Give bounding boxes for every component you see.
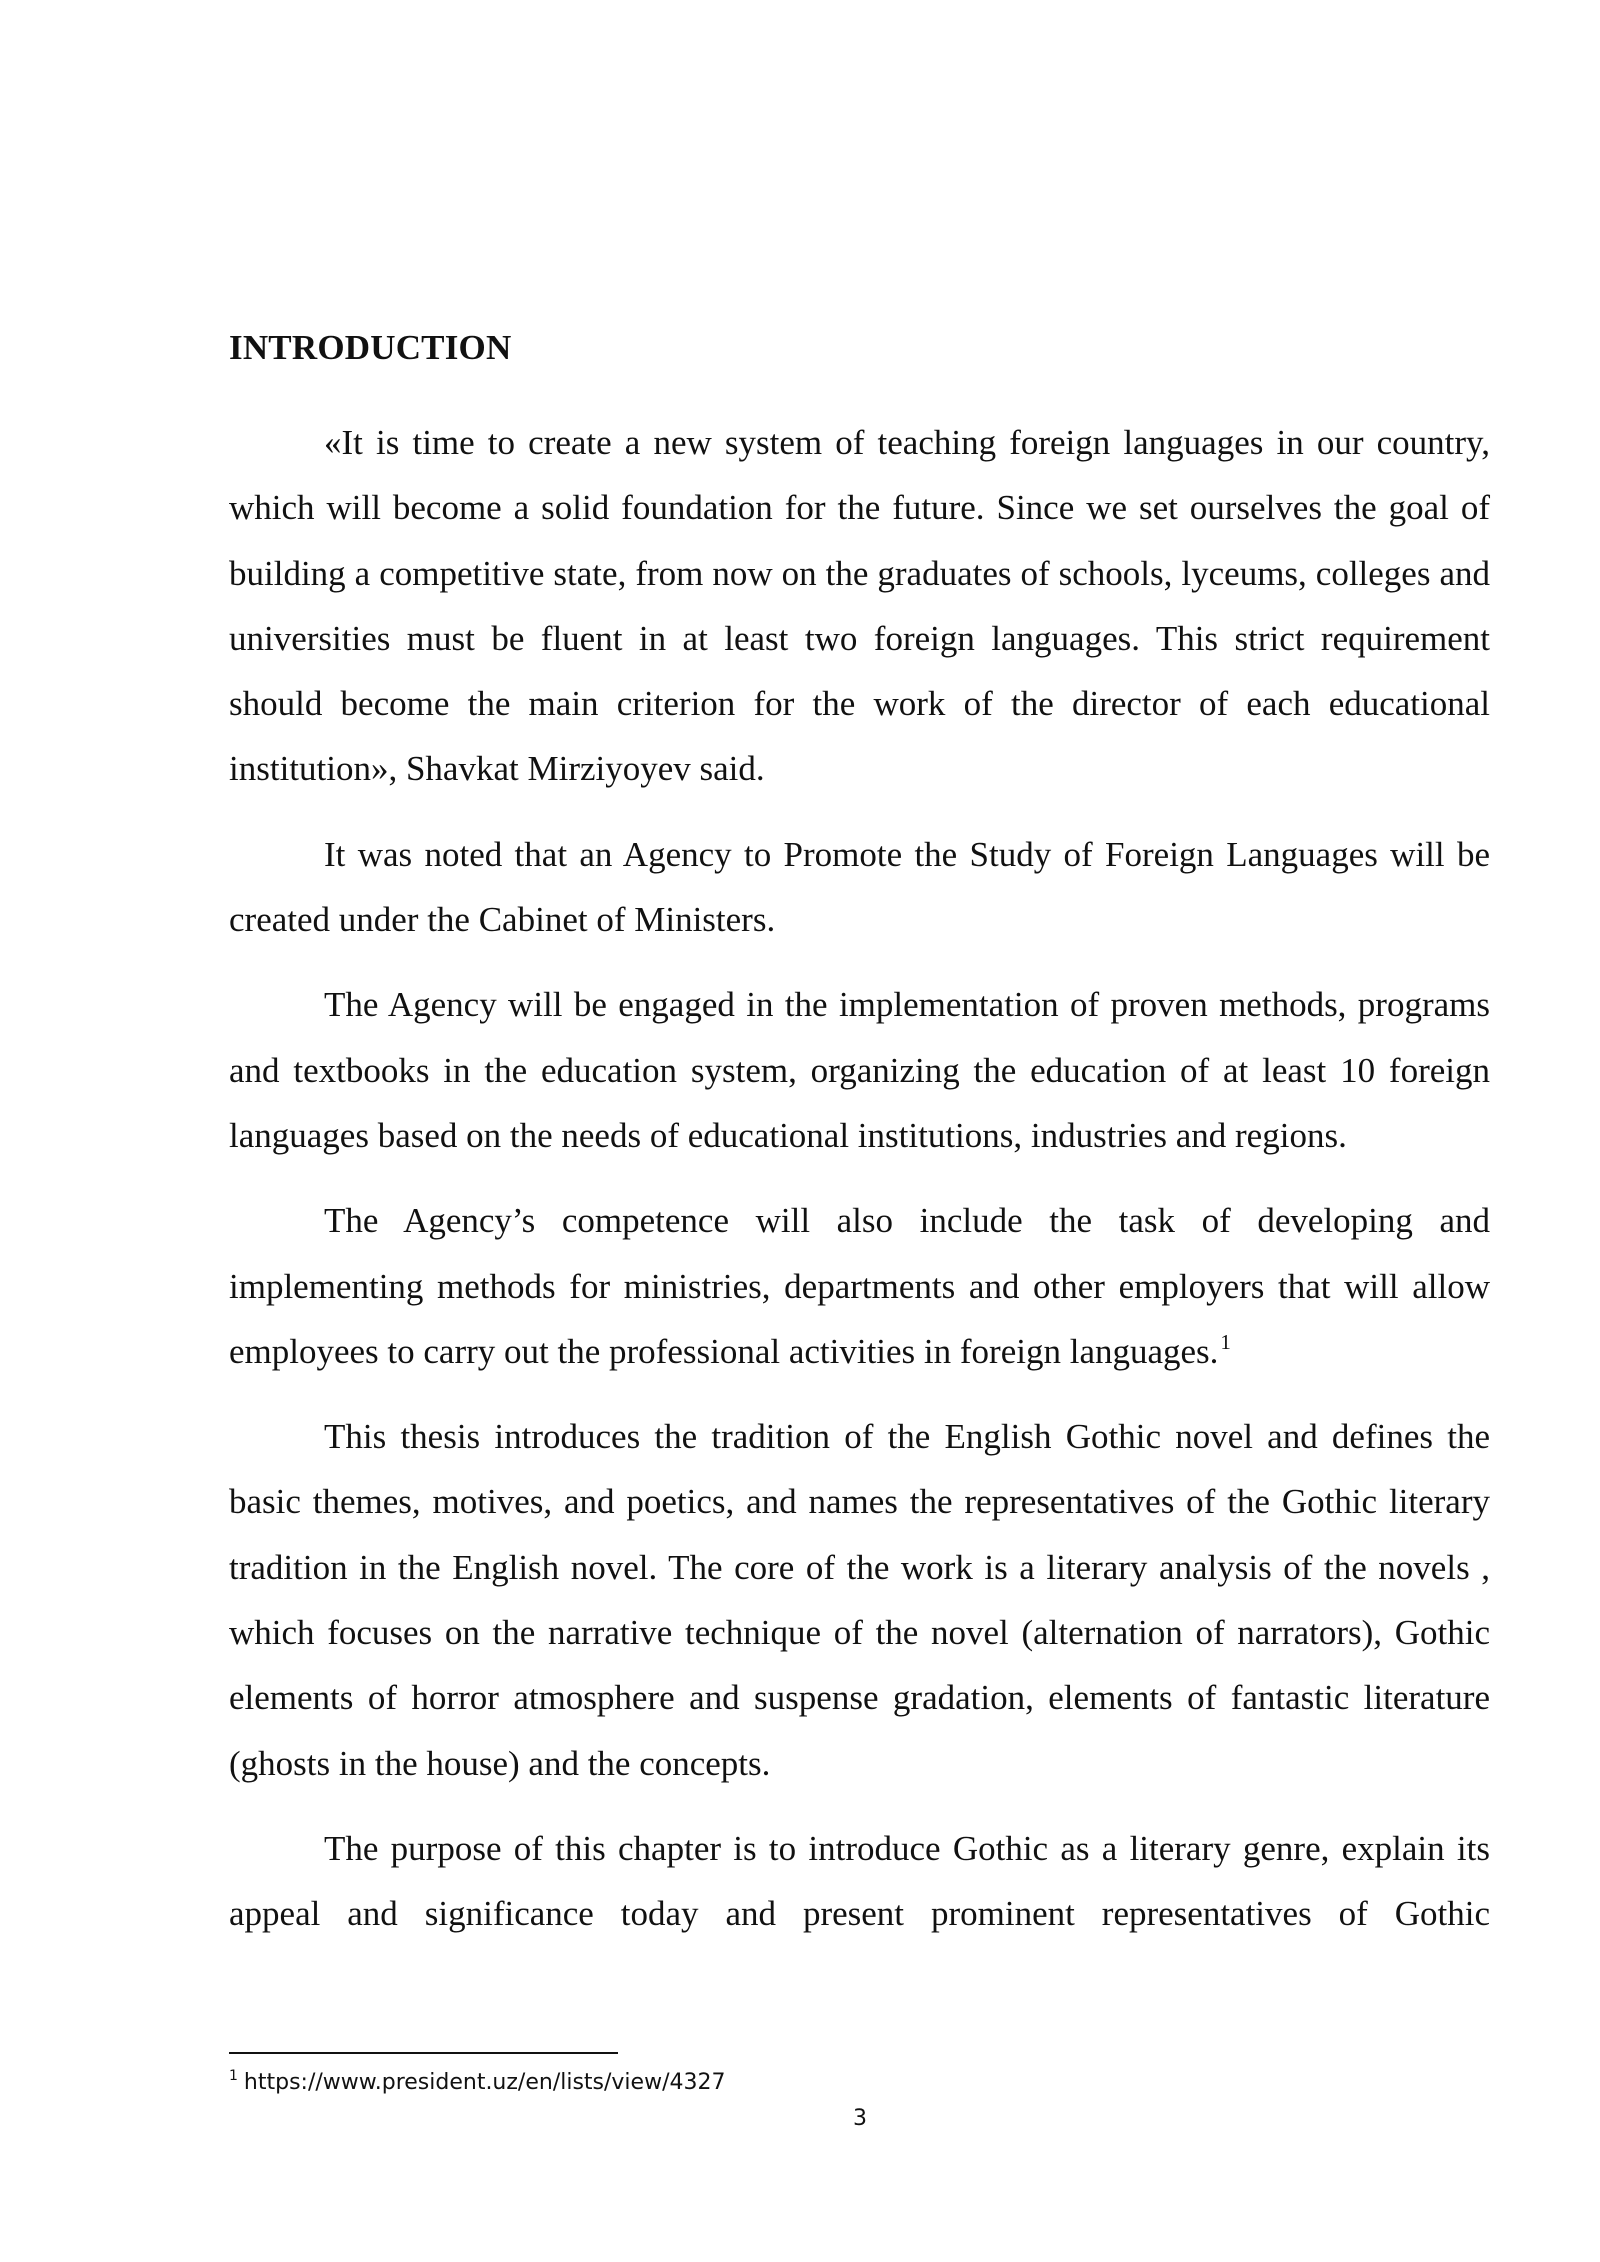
paragraph-agency-competence: [229, 1188, 1490, 1384]
paragraph-thesis-intro: This thesis introduces the tradition of the English Gothic novel and defines the basic themes, motives, and poetics, and names the representatives of the Gothic literary tradition in the English novel. The core of the work is a literary analysis of the novels , which focuses on the narrative technique of the novel (alternation of narrators), Gothic elements of horror atmosphere and suspense gradation, elements of fantastic literature (ghosts in the house) and the concepts.: [229, 1417, 1490, 1783]
paragraph-agency-creation: It was noted that an Agency to Promote the Study of Foreign Languages will be created under the Cabinet of Ministers.: [229, 834, 1490, 940]
paragraph-agency-methods: The Agency will be engaged in the implementation of proven methods, programs and textbooks in the education system, organizing the education of at least 10 foreign languages based on the needs of educational institutions, industries and regions.: [229, 985, 1490, 1155]
paragraph-chapter-purpose: The purpose of this chapter is to introduce Gothic as a literary genre, explain its appeal and significance today and present prominent representatives of Gothic: [229, 1828, 1490, 1934]
footnote-reference[interactable]: 1: [1220, 1329, 1231, 1354]
paragraph-quote: «It is time to create a new system of teaching foreign languages in our country, which will become a solid foundation for the future. Since we set ourselves the goal of building a competitive state, from now on the graduates of schools, lyceums, colleges and universities must be fluent in at least two foreign languages. This strict requirement should become the main criterion for the work of the director of each educational institution», Shavkat Mirziyoyev said.: [229, 423, 1490, 789]
footnote-separator: [229, 2052, 618, 2054]
page-number: 3: [853, 2106, 867, 2131]
footnote: [229, 2068, 725, 2098]
paragraph-agency-competence-text: The Agency’s competence will also include the task of developing and implementing methods for ministries, departments and other employers that will allow employees to carry out the professional activities in foreign languages.: [229, 1201, 1490, 1371]
footnote-link[interactable]: https://www.president.uz/en/lists/view/4327: [243, 2070, 726, 2095]
body-text: [229, 410, 1490, 1947]
section-heading: INTRODUCTION: [229, 328, 512, 367]
footnote-marker: 1: [229, 2068, 238, 2084]
